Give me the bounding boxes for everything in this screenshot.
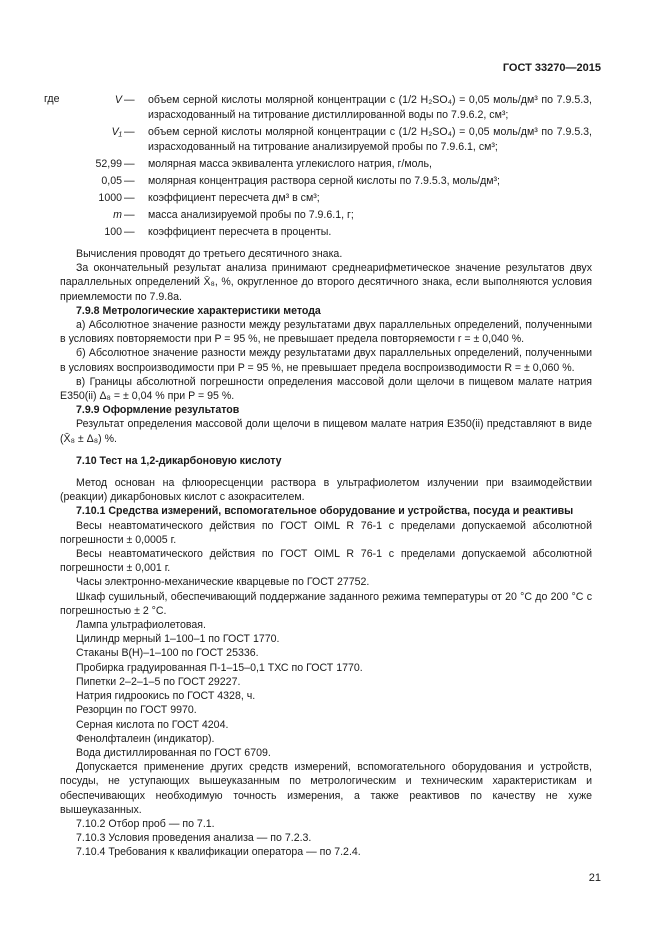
definition-text: объем серной кислоты молярной концентрации c (1/2 H₂SO₄) = 0,05 моль/дм³ по 7.9.5.3, израсходованный на титрование анализируемой пробы по 7.9.6.1, см³;	[148, 126, 592, 153]
definition-row	[44, 157, 592, 172]
paragraph: 7.10.2 Отбор проб — по 7.1.	[76, 817, 215, 830]
page-number: 21	[588, 872, 601, 884]
section-heading: 7.9.8 Метрологические характеристики метода	[76, 304, 321, 317]
paragraph: Резорцин по ГОСТ 9970.	[76, 704, 197, 717]
paragraph: Часы электронно-механические кварцевые по ГОСТ 27752.	[76, 576, 370, 589]
definition-text: коэффициент пересчета в проценты.	[148, 226, 332, 238]
paragraph: Весы неавтоматического действия по ГОСТ OIML R 76-1 с пределами допускаемой абсолютной погрешности ± 0,0005 г.	[60, 519, 592, 546]
section-heading: 7.10 Тест на 1,2-дикарбоновую кислоту	[76, 454, 282, 467]
definition-symbol: 100	[104, 226, 122, 238]
definition-dash: —	[124, 94, 135, 106]
paragraph: Метод основан на флюоресценции раствора в ультрафиолетом излучении при взаимодействии (реакции) дикарбоновых кислот с азокрасителем.	[60, 477, 592, 504]
definition-symbol: V	[114, 94, 122, 106]
symbol-definitions	[44, 93, 592, 242]
paragraph: Весы неавтоматического действия по ГОСТ OIML R 76-1 с пределами допускаемой абсолютной погрешности ± 0,001 г.	[60, 548, 592, 575]
paragraph: Пипетки 2–2–1–5 по ГОСТ 29227.	[76, 675, 241, 688]
definition-dash: —	[124, 158, 135, 170]
definition-row	[44, 125, 592, 155]
definition-row	[44, 191, 592, 206]
definition-symbol: 0,05	[101, 175, 122, 187]
paragraph: Цилиндр мерный 1–100–1 по ГОСТ 1770.	[76, 633, 280, 646]
definition-dash: —	[124, 226, 135, 238]
definition-symbol: 52,99	[95, 158, 122, 170]
paragraph: Пробирка градуированная П-1–15–0,1 ТХС по ГОСТ 1770.	[76, 661, 363, 674]
definition-row	[44, 93, 592, 123]
paragraph: Лампа ультрафиолетовая.	[76, 619, 206, 632]
definition-dash: —	[124, 192, 135, 204]
paragraph: в) Границы абсолютной погрешности определения массовой доли щелочи в пищевом малате натрия Е350(ii) Δ₈ = ± 0,04 % при P = 95 %.	[60, 375, 592, 403]
paragraph: Серная кислота по ГОСТ 4204.	[76, 718, 229, 731]
paragraph: Стаканы В(Н)–1–100 по ГОСТ 25336.	[76, 647, 259, 660]
section-heading: 7.9.9 Оформление результатов	[76, 404, 240, 417]
definition-text: масса анализируемой пробы по 7.9.6.1, г;	[148, 209, 354, 221]
definition-symbol: 1000	[98, 192, 122, 204]
definition-symbol: V₁	[111, 126, 122, 138]
definition-row	[44, 174, 592, 189]
definition-symbol: m	[113, 209, 122, 221]
definition-row	[44, 225, 592, 240]
definition-text: молярная концентрация раствора серной кислоты по 7.9.5.3, моль/дм³;	[148, 175, 500, 187]
paragraph: 7.10.3 Условия проведения анализа — по 7.2.3.	[76, 832, 312, 845]
paragraph: Допускается применение других средств измерений, вспомогательного оборудования и устройств, посуды, не уступающих вышеуказанным по метрологическим и техническим характеристикам и обеспечивающих необходимую точность измерения, а также реактивов по качеству не хуже вышеуказанных.	[60, 761, 592, 816]
definition-row	[44, 208, 592, 223]
paragraph: Шкаф сушильный, обеспечивающий поддержание заданного режима температуры от 20 °С до 200 °С с погрешностью ± 2 °С.	[60, 590, 592, 617]
definition-dash: —	[124, 175, 135, 187]
paragraph: За окончательный результат анализа принимают среднеарифметическое значение результатов двух параллельных определений X̄₈, %, округленное до второго десятичного знака, если выполняются условия приемлемости по 7.9.8а.	[60, 262, 592, 303]
paragraph: Натрия гидроокись по ГОСТ 4328, ч.	[76, 690, 256, 703]
spacer	[60, 468, 592, 476]
definition-dash: —	[124, 126, 135, 138]
definition-dash: —	[124, 209, 135, 221]
document-body	[60, 247, 592, 860]
paragraph: Результат определения массовой доли щелочи в пищевом малате натрия Е350(ii) представляют в виде (X̄₈ ± Δ₈) %.	[60, 418, 592, 445]
section-heading: 7.10.1 Средства измерений, вспомогательное оборудование и устройства, посуда и реактивы	[76, 505, 574, 518]
paragraph: Фенолфталеин (индикатор).	[76, 732, 215, 745]
spacer	[60, 446, 592, 454]
definition-text: молярная масса эквивалента углекислого натрия, г/моль,	[148, 158, 432, 170]
paragraph: Вода дистиллированная по ГОСТ 6709.	[76, 746, 271, 759]
definition-text: объем серной кислоты молярной концентрации c (1/2 H₂SO₄) = 0,05 моль/дм³ по 7.9.5.3, израсходованный на титрование дистиллированной воды по 7.9.6.2, см³;	[148, 94, 592, 121]
standard-header: ГОСТ 33270—2015	[502, 62, 601, 74]
where-label: где	[44, 93, 60, 105]
paragraph: а) Абсолютное значение разности между результатами двух параллельных определений, полученными в условиях повторяемости при P = 95 %, не превышает предела повторяемости r = ± 0,040 %.	[60, 319, 592, 346]
definition-text: коэффициент пересчета дм³ в см³;	[148, 192, 320, 204]
paragraph: Вычисления проводят до третьего десятичного знака.	[76, 248, 343, 260]
paragraph: б) Абсолютное значение разности между результатами двух параллельных определений, полученными в условиях воспроизводимости при P = 95 %, не превышает предела воспроизводимости R = ± 0,060 %.	[60, 347, 592, 374]
paragraph: 7.10.4 Требования к квалификации оператора — по 7.2.4.	[76, 846, 361, 859]
